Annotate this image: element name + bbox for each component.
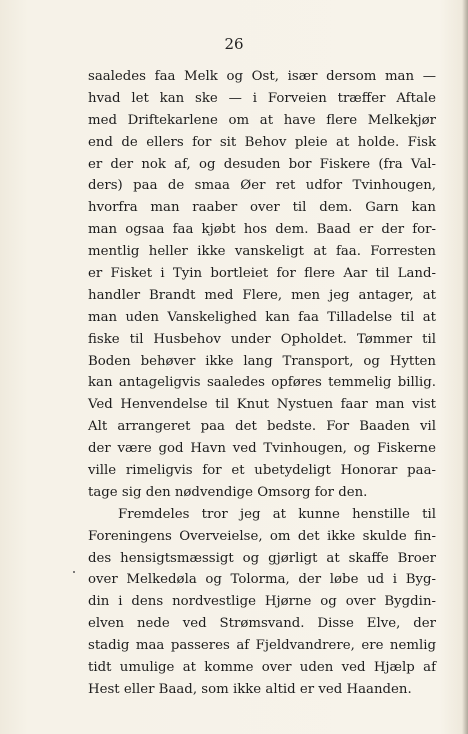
text-line: Foreningens Overveielse, om det ikke skulde fin-: [88, 528, 436, 544]
text-line: Alt arrangeret paa det bedste. For Baaden vil: [88, 419, 436, 435]
text-line: med Driftekarlene om at have flere Melkekjør: [88, 112, 436, 128]
text-line: tage sig den nødvendige Omsorg for den.: [88, 484, 368, 500]
text-line: elven nede ved Strømsvand. Disse Elve, der: [88, 616, 436, 632]
text-line: tidt umulige at komme over uden ved Hjælp af: [88, 660, 436, 676]
text-line: din i dens nordvestlige Hjørne og over Bygdin-: [88, 594, 436, 610]
page-edge-shadow: [462, 0, 468, 734]
text-line: Ved Henvendelse til Knut Nystuen faar man vist: [88, 397, 436, 413]
text-line: hvorfra man raaber over til dem. Garn kan: [88, 200, 436, 216]
text-line: ders) paa de smaa Øer ret udfor Tvinhougen,: [88, 178, 436, 194]
text-line: des hensigtsmæssigt og gjørligt at skaffe Broer: [88, 550, 436, 566]
text-line: er Fisket i Tyin bortleiet for flere Aar til Land-: [88, 266, 436, 282]
text-line: ville rimeligvis for et ubetydeligt Honorar paa-: [88, 463, 436, 479]
text-line: fiske til Husbehov under Opholdet. Tømmer til: [88, 331, 436, 347]
text-line: handler Brandt med Flere, men jeg antager, at: [88, 287, 436, 303]
text-line: man ogsaa faa kjøbt hos dem. Baad er der for-: [88, 222, 436, 238]
page-number: 26: [224, 35, 244, 53]
text-line: hvad let kan ske — i Forveien træffer Aftale: [88, 90, 436, 106]
text-line: Fremdeles tror jeg at kunne henstille til: [118, 506, 436, 522]
text-line: saaledes faa Melk og Ost, især dersom man —: [88, 69, 436, 84]
text-line: mentlig heller ikke vanskeligt at faa. Forresten: [88, 244, 436, 260]
print-speck: [73, 571, 75, 573]
text-line: man uden Vanskelighed kan faa Tilladelse til at: [88, 309, 436, 325]
body-text: [88, 66, 436, 701]
text-line: er der nok af, og desuden bor Fiskere (fra Val-: [88, 156, 436, 172]
text-line: end de ellers for sit Behov pleie at holde. Fisk: [88, 134, 436, 150]
text-line: over Melkedøla og Tolorma, der løbe ud i Byg-: [88, 572, 436, 588]
text-line: Boden behøver ikke lang Transport, og Hytten: [88, 353, 436, 369]
text-line: der være god Havn ved Tvinhougen, og Fiskerne: [88, 441, 436, 457]
text-line: kan antageligvis saaledes opføres temmelig billig.: [88, 375, 436, 391]
text-line: Hest eller Baad, som ikke altid er ved Haanden.: [88, 681, 412, 697]
text-line: stadig maa passeres af Fjeldvandrere, ere nemlig: [88, 638, 436, 654]
